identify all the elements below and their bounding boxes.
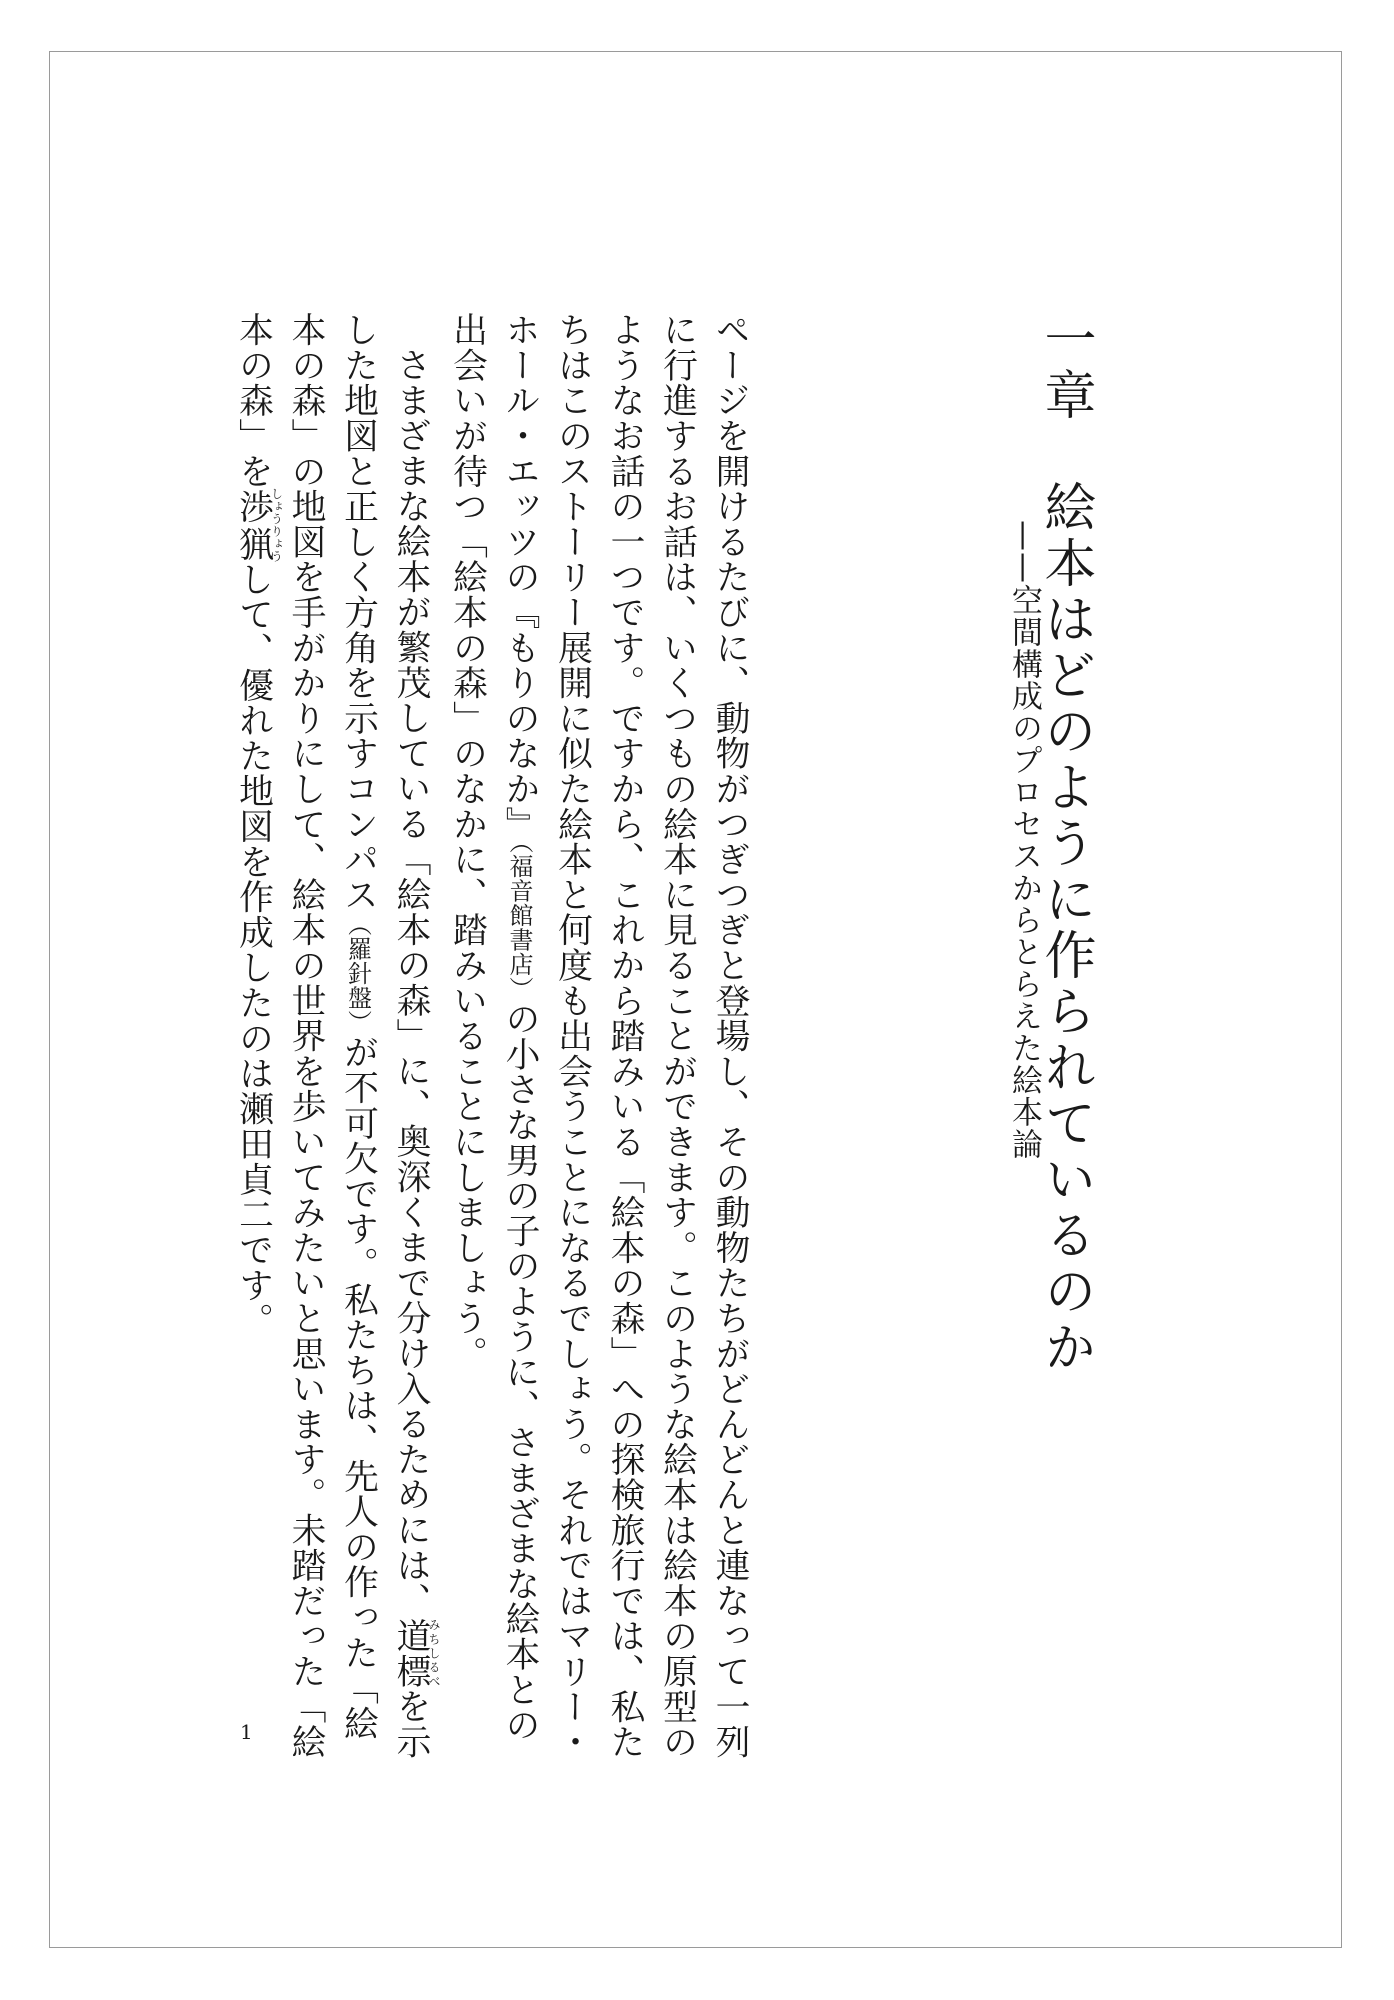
- body-text-segment: ページを開けるたびに、動物がつぎつぎと登場し、その動物たちがどんどんと連なって一列に行進するお話は、いくつもの絵本に見ることができます。このような絵本は絵本の原型のようなお話の一つです。ですから、これから踏みいる「絵本の森」への探検旅行では、私たちはこのストーリー展開に似た絵本と何度も出会うことになるでしょう。それではマリー・ホール・エッツの『もりのなか』: [499, 312, 749, 1760]
- compass-note: （羅針盤）: [343, 912, 372, 1035]
- body-text-segment: さまざまな絵本が繁茂している「絵本の森」に、奥深くまで分け入るためには、: [390, 346, 430, 1618]
- ruby-word: [232, 487, 284, 563]
- body-text-segment: を示した地図と正しく方角を示すコンパス: [337, 312, 430, 1759]
- body-text-segment: が不可欠です。私たちは、先人の作った「絵本の森」の地図を手がかりにして、絵本の世界を歩いてみたいと思います。未踏だった「絵本の森」を: [232, 312, 378, 1760]
- ruby-word: [390, 1617, 441, 1689]
- body-text-segment: して、優れた地図を作成したのは瀬田貞二です。: [232, 561, 273, 1338]
- chapter-subtitle: ——空間構成のプロセスからとらえた絵本論: [1006, 520, 1042, 1160]
- paragraph-2: [226, 312, 440, 1772]
- ruby-base: 道標: [390, 1617, 430, 1689]
- paragraph-1: [440, 312, 755, 1772]
- body-text: [200, 312, 755, 1772]
- chapter-number: 一章: [1035, 312, 1095, 424]
- ruby-base: 渉猟: [232, 487, 273, 563]
- page-number: 1: [240, 1720, 253, 1744]
- body-text-segment: の小さな男の子のように、さまざまな絵本との出会いが待つ「絵本の森」のなかに、踏みいることにしましょう。: [446, 312, 539, 1743]
- publisher-note: （福音館書店）: [505, 841, 533, 1001]
- chapter-title: 絵本はどのように作られているのか: [1035, 480, 1095, 1376]
- ruby-reading: みちしるべ: [427, 1617, 441, 1689]
- ruby-reading: しょうりょう: [269, 487, 284, 563]
